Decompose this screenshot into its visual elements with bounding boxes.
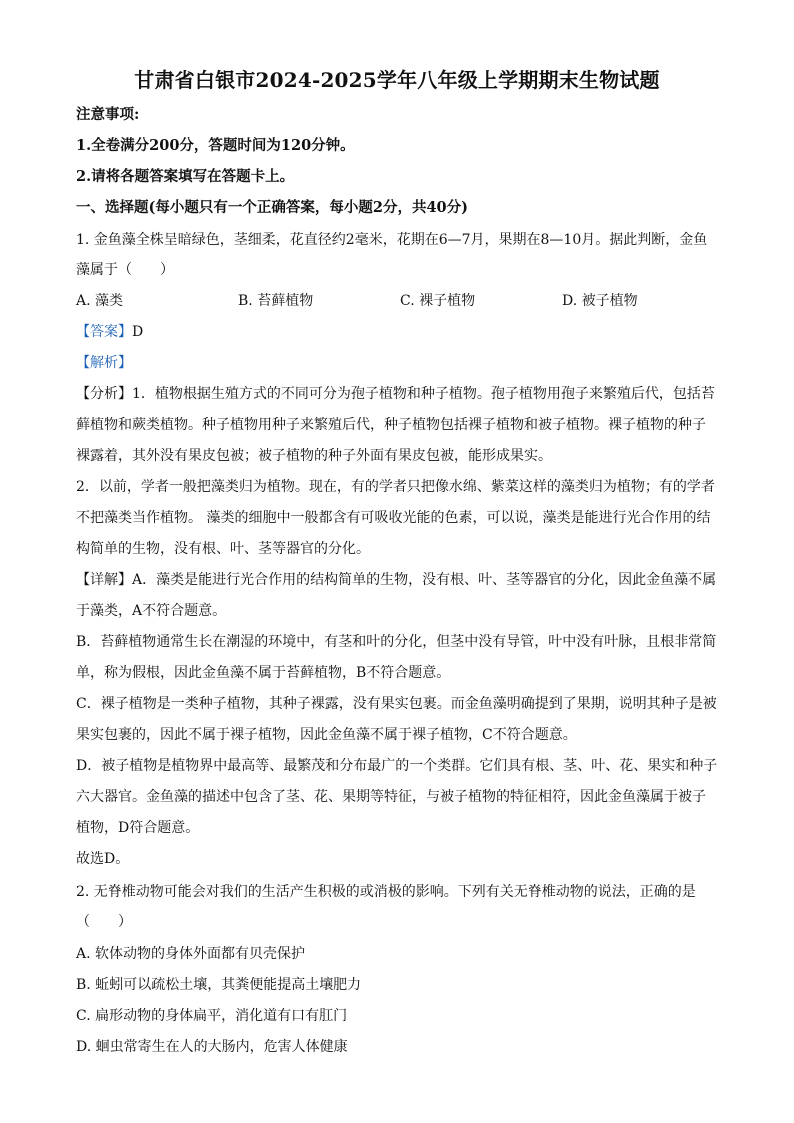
notice-heading: 注意事项:: [76, 106, 140, 123]
answer-line: [76, 321, 716, 343]
analysis-line: 于藻类，A不符合题意。: [76, 603, 227, 619]
notice-item: 1.全卷满分200分，答题时间为120分钟。: [76, 137, 355, 154]
option-c: C. 扁形动物的身体扁平，消化道有口有肛门: [76, 1008, 348, 1024]
analysis-line: D．被子植物是植物界中最高等、最繁茂和分布最广的一个类群。它们具有根、茎、叶、花、果实和种子: [76, 758, 718, 774]
analysis-line: 【详解】A．藻类是能进行光合作用的结构简单的生物，没有根、叶、茎等器官的分化，因此金鱼藻不属: [76, 572, 717, 588]
answer-tag: 【答案】: [76, 324, 132, 340]
question-stem: 1. 金鱼藻全株呈暗绿色，茎细柔，花直径约2毫米，花期在6—7月，果期在8—10月。据此判断，金鱼: [76, 232, 708, 248]
analysis-line: 不把藻类当作植物。 藻类的细胞中一般都含有可吸收光能的色素，可以说，藻类是能进行光合作用的结: [76, 510, 711, 526]
analysis-line: C．裸子植物是一类种子植物，其种子裸露，没有果实包裹。而金鱼藻明确提到了果期，说明其种子是被: [76, 696, 717, 712]
question-stem: （ ）: [76, 914, 132, 930]
analysis-line: 【分析】1．植物根据生殖方式的不同可分为孢子植物和种子植物。孢子植物用孢子来繁殖后代，包括苔: [76, 386, 715, 402]
analysis-line: 单，称为假根，因此金鱼藻不属于苔藓植物，B不符合题意。: [76, 665, 451, 681]
option-d: D. 蛔虫常寄生在人的大肠内，危害人体健康: [76, 1039, 348, 1055]
option-b: B. 蚯蚓可以疏松土壤，其粪便能提高土壤肥力: [76, 977, 362, 993]
analysis-line: 植物，D符合题意。: [76, 820, 200, 836]
analysis-line: 裸露着，其外没有果皮包被；被子植物的种子外面有果皮包被，能形成果实。: [76, 448, 552, 464]
question-stem: 藻属于（ ）: [76, 262, 174, 278]
analysis-tag: 【解析】: [76, 355, 132, 371]
question-options: [76, 290, 716, 312]
analysis-line: B．苔藓植物通常生长在潮湿的环境中，有茎和叶的分化，但茎中没有导管，叶中没有叶脉，且根非常简: [76, 634, 717, 650]
option-c: C. 裸子植物: [400, 293, 476, 309]
analysis-line: 故选D。: [76, 851, 130, 867]
analysis-line: 构简单的生物，没有根、叶、茎等器官的分化。: [76, 541, 370, 557]
option-d: D. 被子植物: [562, 293, 638, 309]
analysis-line: 果实包裹的，因此不属于裸子植物，因此金鱼藻不属于裸子植物，C不符合题意。: [76, 727, 577, 743]
analysis-line: 六大器官。金鱼藻的描述中包含了茎、花、果期等特征，与被子植物的特征相符，因此金鱼藻属于被子: [76, 789, 706, 805]
option-b: B. 苔藓植物: [238, 293, 314, 309]
section-heading: 一、选择题(每小题只有一个正确答案，每小题2分，共40分): [76, 199, 468, 216]
option-a: A. 软体动物的身体外面都有贝壳保护: [76, 946, 306, 962]
option-a: A. 藻类: [76, 293, 124, 309]
page-title: 甘肃省白银市2024-2025学年八年级上学期期末生物试题: [134, 68, 660, 92]
analysis-line: 藓植物和蕨类植物。种子植物用种子来繁殖后代，种子植物包括裸子植物和被子植物。裸子植物的种子: [76, 417, 706, 433]
question-stem: 2. 无脊椎动物可能会对我们的生活产生积极的或消极的影响。下列有关无脊椎动物的说法，正确的是: [76, 884, 696, 900]
analysis-line: 2．以前，学者一般把藻类归为植物。现在，有的学者只把像水绵、紫菜这样的藻类归为植物；有的学者: [76, 479, 715, 495]
answer-value: D: [132, 324, 144, 340]
notice-item: 2.请将各题答案填写在答题卡上。: [76, 168, 295, 185]
